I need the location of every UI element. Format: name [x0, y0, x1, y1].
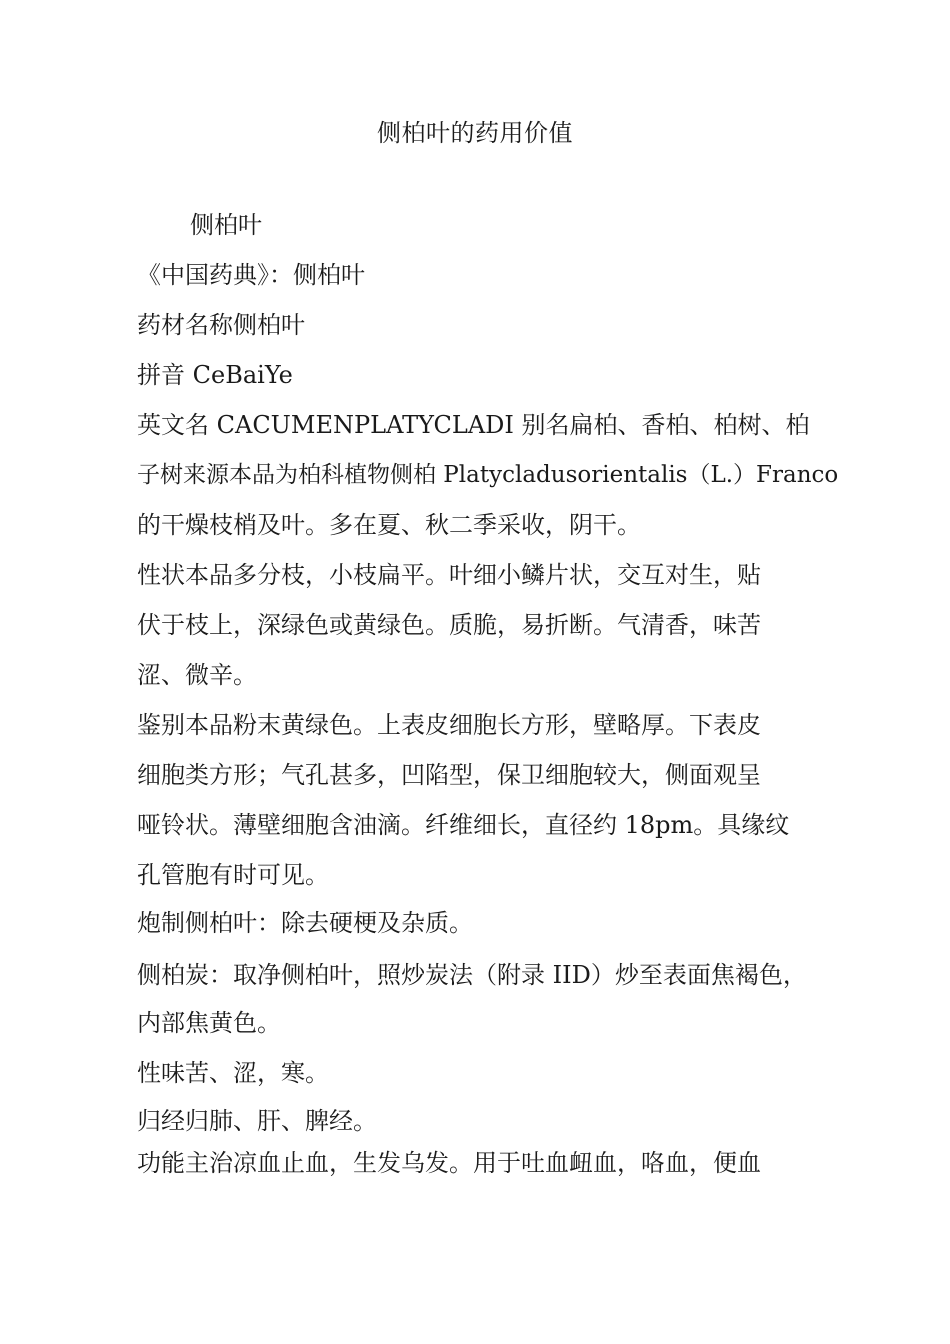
text-line: 性味苦、涩，寒。: [137, 1059, 329, 1087]
text-line: 内部焦黄色。: [137, 1009, 281, 1037]
text-line: 孔管胞有时可见。: [137, 861, 329, 889]
text-line: 归经归肺、肝、脾经。: [137, 1107, 377, 1135]
text-line: 英文名 CACUMENPLATYCLADI 别名扁柏、香柏、柏树、柏: [137, 411, 810, 439]
text-line: 炮制侧柏叶：除去硬梗及杂质。: [137, 909, 473, 937]
text-line: 侧柏炭：取净侧柏叶，照炒炭法（附录 IID）炒至表面焦褐色，: [137, 961, 807, 989]
section-heading: 侧柏叶: [190, 211, 262, 239]
text-line: 哑铃状。薄壁细胞含油滴。纤维细长，直径约 18pm。具缘纹: [137, 811, 790, 839]
text-line: 子树来源本品为柏科植物侧柏 Platycladusorientalis（L.）Franco: [137, 462, 839, 488]
text-line: 涩、微辛。: [137, 661, 257, 689]
text-line: 细胞类方形；气孔甚多，凹陷型，保卫细胞较大，侧面观呈: [137, 761, 761, 789]
text-line: 性状本品多分枝，小枝扁平。叶细小鳞片状，交互对生，贴: [137, 561, 761, 589]
text-line: 功能主治凉血止血，生发乌发。用于吐血衄血，咯血，便血: [137, 1149, 761, 1177]
text-line: 《中国药典》：侧柏叶: [137, 261, 365, 289]
text-line: 拼音 CeBaiYe: [137, 361, 293, 389]
document-title: 侧柏叶的药用价值: [377, 119, 573, 147]
text-line: 伏于枝上，深绿色或黄绿色。质脆，易折断。气清香，味苦: [137, 611, 761, 639]
text-line: 鉴别本品粉末黄绿色。上表皮细胞长方形，壁略厚。下表皮: [137, 711, 761, 739]
text-line: 的干燥枝梢及叶。多在夏、秋二季采收，阴干。: [137, 511, 641, 539]
text-line: 药材名称侧柏叶: [137, 311, 305, 339]
